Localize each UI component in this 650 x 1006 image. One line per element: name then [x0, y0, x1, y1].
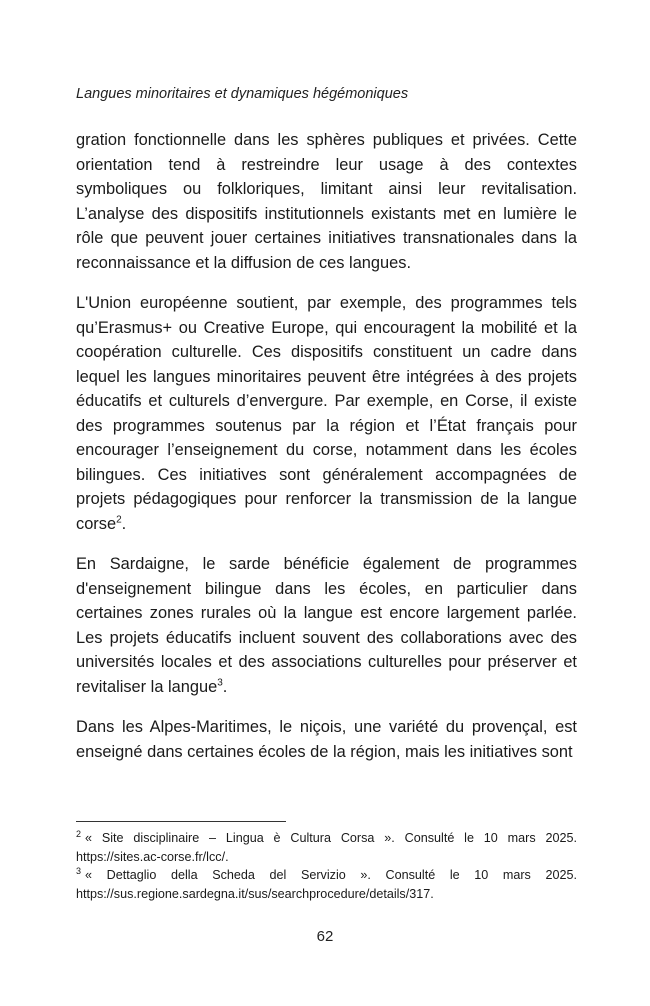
paragraph-tail: .	[121, 514, 127, 533]
running-header: Langues minoritaires et dynamiques hégémoniques	[76, 86, 409, 102]
footnote-3	[76, 866, 577, 903]
footnote-number: 3	[76, 865, 82, 876]
paragraph-4	[76, 715, 577, 764]
body-text	[76, 128, 577, 780]
paragraph-text: gration fonctionnelle dans les sphères publiques et privées. Cette orientation tend à restreindre leur usage à des contextes symboliques ou folkloriques, limitant ainsi leur revitalisation. L’analyse des dispositifs institutionnels existants met en lumière le rôle que peuvent jouer certaines initiatives transnationales dans la reconnaissance et la diffusion de ces langues.	[76, 131, 577, 272]
footnote-divider	[76, 821, 286, 822]
paragraph-1	[76, 128, 577, 275]
paragraph-tail: .	[222, 677, 228, 696]
paragraph-text: Dans les Alpes-Maritimes, le niçois, une variété du provençal, est enseigné dans certaines écoles de la région, mais les initiatives sont	[76, 718, 577, 761]
footnote-number: 2	[76, 828, 82, 839]
footnote-reference[interactable]: 2	[116, 514, 122, 526]
footnote-text: « Site disciplinaire – Lingua è Cultura Corsa ». Consulté le 10 mars 2025. https://sites.ac-corse.fr/lcc/.	[76, 831, 577, 864]
paragraph-2	[76, 291, 577, 536]
paragraph-text: L'Union européenne soutient, par exemple, des programmes tels qu’Erasmus+ ou Creative Europe, qui encouragent la mobilité et la coopération culturelle. Ces dispositifs constituent un cadre dans lequel les langues minoritaires peuvent être intégrées à des projets éducatifs et culturels d’envergure. Par exemple, en Corse, il existe des programmes soutenus par la région et l’État français pour encourager l’enseignement du corse, notamment dans les écoles bilingues. Ces initiatives sont généralement accompagnées de projets pédagogiques pour renforcer la transmission de la langue corse	[76, 294, 577, 533]
footnote-text: « Dettaglio della Scheda del Servizio ». Consulté le 10 mars 2025. https://sus.regione.sardegna.it/sus/searchprocedure/details/317.	[76, 868, 577, 901]
paragraph-text: En Sardaigne, le sarde bénéficie également de programmes d'enseignement bilingue dans les écoles, en particulier dans certaines zones rurales où la langue est encore largement parlée. Les projets éducatifs incluent souvent des collaborations avec des universités locales et des associations culturelles pour préserver et revitaliser la langue	[76, 555, 577, 696]
footnotes	[76, 829, 577, 903]
footnote-reference[interactable]: 3	[217, 677, 223, 689]
footnote-2	[76, 829, 577, 866]
page-number: 62	[316, 928, 334, 945]
paragraph-3	[76, 552, 577, 699]
